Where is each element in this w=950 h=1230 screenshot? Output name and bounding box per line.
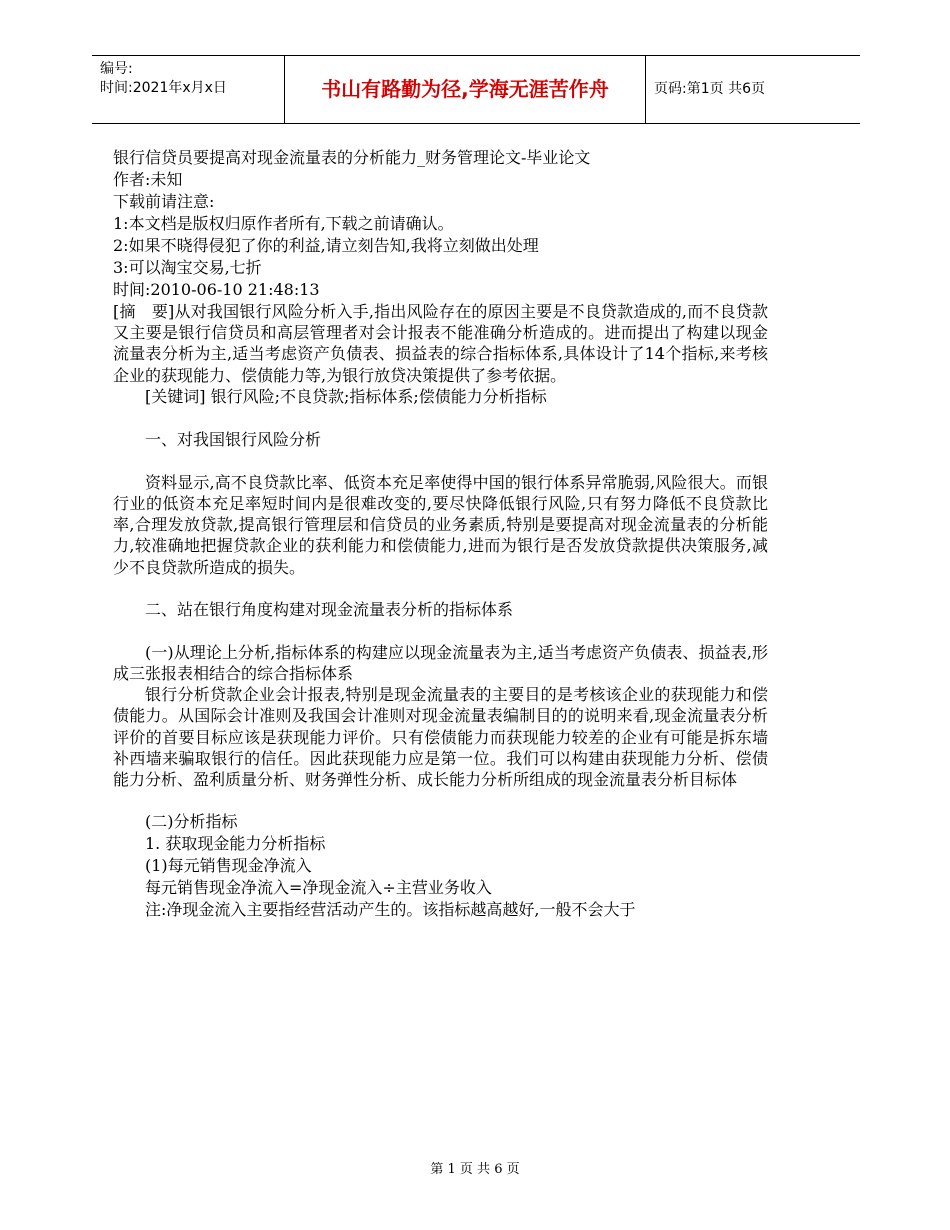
keywords: [关键词] 银行风险;不良贷款;指标体系;偿债能力分析指标	[145, 386, 547, 406]
subsection-body: 银行分析贷款企业会计报表,特别是现金流量表的主要目的是考核该企业的获现能力和偿债能力。从国际会计准则及我国会计准则对现金流量表编制目的的说明来看,现金流量表分析评价的首要目标应该是获现能力评价。只有偿债能力而获现能力较差的企业有可能是拆东墙补西墙来骗取银行的信任。因此获现能力应是第一位。我们可以构建由获现能力分析、偿债能力分析、盈利质量分析、财务弹性分析、成长能力分析所组成的现金流量表分析目标体	[113, 685, 768, 790]
document-title: 银行信贷员要提高对现金流量表的分析能力_财务管理论文-毕业论文	[113, 148, 591, 167]
subsection-title: (一)从理论上分析,指标体系的构建应以现金流量表为主,适当考虑资产负债表、损益表,形成三张报表相结合的综合指标体系	[113, 642, 768, 684]
document-time: 时间:2010-06-10 21:48:13	[113, 280, 320, 299]
number-label: 编号:	[100, 61, 133, 77]
item-title: 1. 获取现金能力分析指标	[145, 834, 326, 854]
motto: 书山有路勤为径,学海无涯苦作舟	[284, 56, 646, 123]
page-header	[92, 55, 860, 124]
abstract: [摘 要]从对我国银行风险分析入手,指出风险存在的原因主要是不良贷款造成的,而不良贷款又主要是银行信贷员和高层管理者对会计报表不能准确分析造成的。进而提出了构建以现金流量表分析为主,适当考虑资产负债表、损益表的综合指标体系,具体设计了14个指标,来考核企业的获现能力、偿债能力等,为银行放贷决策提供了参考依据。	[113, 302, 768, 385]
section-body: 资料显示,高不良贷款比率、低资本充足率使得中国的银行体系异常脆弱,风险很大。而银行业的低资本充足率短时间内是很难改变的,要尽快降低银行风险,只有努力降低不良贷款比率,合理发放贷款,提高银行管理层和信贷员的业务素质,特别是要提高对现金流量表的分析能力,较准确地把握贷款企业的获利能力和偿债能力,进而为银行是否发放贷款提供决策服务,减少不良贷款所造成的损失。	[113, 472, 768, 577]
notice-item: 3:可以淘宝交易,七折	[113, 258, 262, 277]
header-meta	[92, 56, 284, 123]
section-title: 二、站在银行角度构建对现金流量表分析的指标体系	[145, 599, 514, 619]
note: 注:净现金流入主要指经营活动产生的。该指标越高越好,一般不会大于	[145, 900, 636, 920]
page-footer: 第 1 页 共 6 页	[430, 1162, 520, 1177]
notice-item: 1:本文档是版权归原作者所有,下载之前请确认。	[113, 214, 454, 233]
subsection-title: (二)分析指标	[145, 812, 238, 832]
page-info: 页码:第1页 共6页	[654, 81, 765, 97]
time-label: 时间:2021年x月x日	[100, 80, 227, 96]
item-title: (1)每元销售现金净流入	[145, 856, 312, 876]
notice-heading: 下载前请注意:	[113, 192, 215, 211]
author: 作者:未知	[113, 170, 183, 189]
document-body	[113, 147, 768, 921]
notice-item: 2:如果不晓得侵犯了你的利益,请立刻告知,我将立刻做出处理	[113, 236, 539, 255]
formula: 每元销售现金净流入=净现金流入÷主营业务收入	[145, 878, 492, 898]
section-title: 一、对我国银行风险分析	[145, 429, 322, 449]
